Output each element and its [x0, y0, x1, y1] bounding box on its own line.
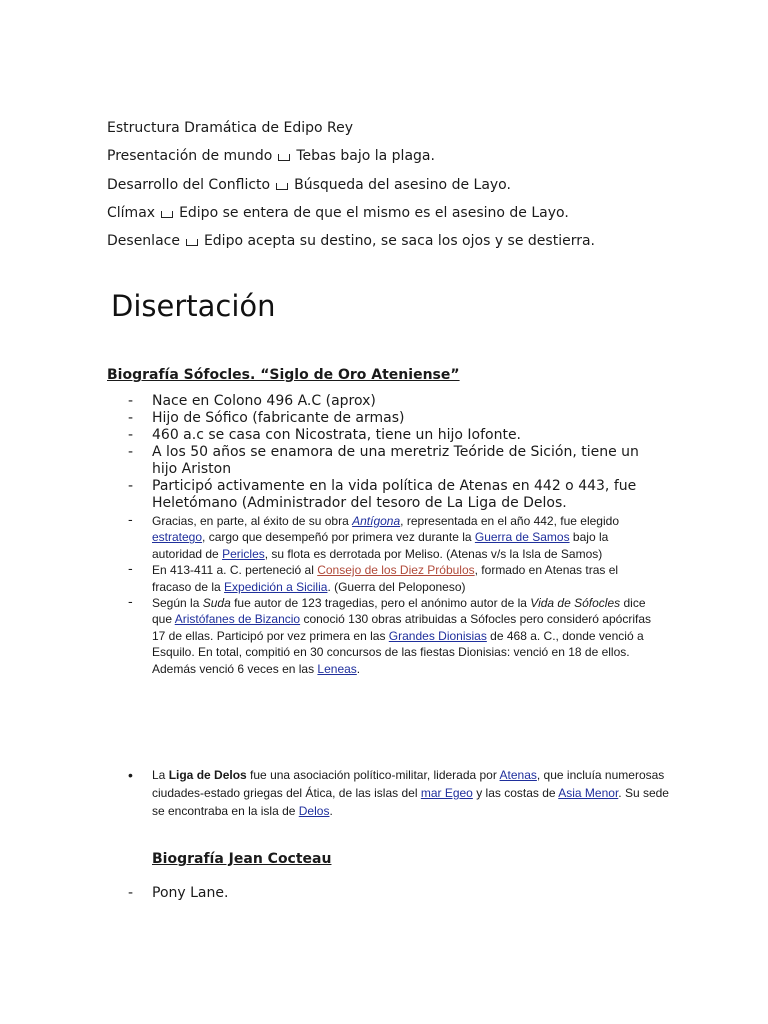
dissertation-title: Disertación [111, 289, 276, 323]
structure-row-desenlace [107, 232, 595, 250]
cocteau-list [128, 885, 648, 902]
link-expedicion-sicilia[interactable]: Expedición a Sicilia [224, 579, 328, 594]
link-estratego[interactable]: estratego [152, 530, 203, 545]
cocteau-heading: Biografía Jean Cocteau [152, 851, 332, 867]
liga-de-delos-paragraph: • La Liga de Delos fue una asociación político-militar, liderada por Atenas, que incluía numerosas ciudades-estado griegas del Ática, de las islas del mar Egeo y las costas de Asia Menor. Su sede se encontraba en la isla de Delos. [128, 767, 669, 818]
row-text: Edipo acepta su destino, se saca los ojos y se destierra. [203, 233, 595, 249]
link-atenas[interactable]: Atenas [499, 768, 537, 782]
list-item: - A los 50 años se enamora de una meretriz Teóride de Sición, tiene un hijo Ariston [128, 444, 639, 477]
link-grandes-dionisias[interactable]: Grandes Dionisias [388, 628, 487, 643]
arrow-icon [276, 183, 288, 190]
row-label: Clímax [107, 205, 156, 221]
list-item: - Pony Lane. [128, 885, 229, 901]
list-item: - En 413-411 a. C. perteneció al Consejo de los Diez Próbulos, formado en Atenas tras el fracaso de la Expedición a Sicilia. (Guerra del Peloponeso) [128, 562, 619, 594]
arrow-icon [161, 211, 173, 218]
link-mar-egeo[interactable]: mar Egeo [420, 786, 473, 800]
row-text: Búsqueda del asesino de Layo. [294, 177, 511, 193]
link-guerra-de-samos[interactable]: Guerra de Samos [474, 530, 570, 545]
row-text: Edipo se entera de que el mismo es el asesino de Layo. [179, 205, 569, 221]
arrow-icon [278, 154, 290, 161]
bullet-icon: • [128, 767, 133, 783]
row-label: Desenlace [107, 233, 180, 249]
list-item: - 460 a.c se casa con Nicostrata, tiene un hijo Iofonte. [128, 427, 522, 443]
sofocles-list [128, 393, 648, 512]
link-consejo-diez-probulos[interactable]: Consejo de los Diez Próbulos [317, 563, 475, 578]
list-item: - Gracias, en parte, al éxito de su obra Antígona, representada en el año 442, fue elegido estratego, cargo que desempeñó por primera vez durante la Guerra de Samos bajo la autoridad de Pericles, su flota es derrotada por Meliso. (Atenas v/s la Isla de Samos) [128, 513, 619, 561]
structure-row-desarrollo [107, 176, 511, 194]
link-delos[interactable]: Delos [298, 804, 330, 818]
link-antigona[interactable]: Antígona [352, 514, 401, 528]
link-leneas[interactable]: Leneas [317, 661, 357, 676]
sofocles-detail-list [128, 513, 656, 677]
link-aristofanes-bizancio[interactable]: Aristófanes de Bizancio [174, 612, 301, 627]
list-item: - Nace en Colono 496 A.C (aprox) [128, 393, 376, 409]
link-pericles[interactable]: Pericles [222, 546, 265, 561]
structure-title: Estructura Dramática de Edipo Rey [107, 120, 354, 136]
structure-row-climax [107, 204, 569, 222]
link-asia-menor[interactable]: Asia Menor [558, 786, 619, 800]
structure-row-presentacion [107, 147, 435, 165]
list-item: - Participó activamente en la vida política de Atenas en 442 o 443, fue Heletómano (Administrador del tesoro de La Liga de Delos. [128, 478, 637, 511]
row-label: Presentación de mundo [107, 148, 273, 164]
list-item: - Hijo de Sófico (fabricante de armas) [128, 410, 405, 426]
row-text: Tebas bajo la plaga. [296, 148, 435, 164]
list-item: - Según la Suda fue autor de 123 tragedias, pero el anónimo autor de la Vida de Sófocles dice que Aristófanes de Bizancio conoció 130 obras atribuidas a Sófocles pero consideró apócrifas 17 de ellas. Participó por vez primera en las Grandes Dionisias de 468 a. C., donde venció a Esquilo. En total, compitió en 30 concursos de las fiestas Dionisias: venció en 18 de ellos. Además venció 6 veces en las Leneas. [128, 595, 651, 676]
arrow-icon [186, 239, 198, 246]
sofocles-heading: Biografía Sófocles. “Siglo de Oro Ateniense” [107, 367, 460, 383]
row-label: Desarrollo del Conflicto [107, 177, 271, 193]
